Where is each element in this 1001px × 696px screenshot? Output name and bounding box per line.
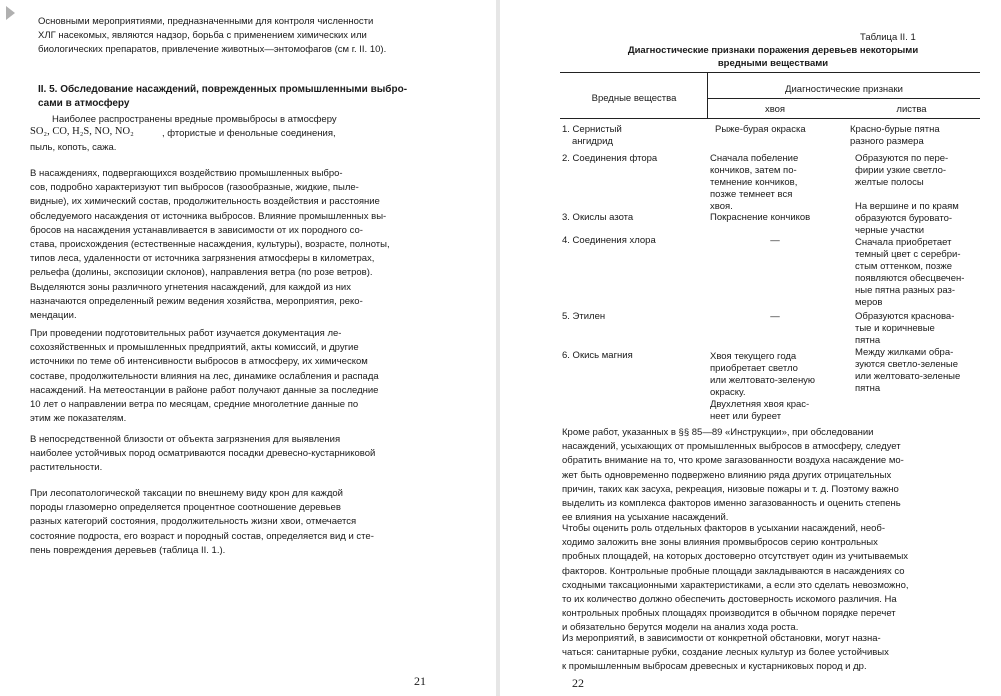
row-5-leaves: Образуются краснова- тые и коричневые пятна: [855, 311, 955, 346]
text-line: сов, подробно характеризуют тип выбросов (газообразные, жидкие, пыле-: [30, 182, 359, 194]
text-line: породы глазомерно определяется процентное соотношение деревьев: [30, 502, 341, 514]
table-header-subrule: [707, 98, 980, 99]
header-needles: хвоя: [764, 104, 786, 115]
text-line: видные), их химический состав, продолжительность воздействия и расстояние: [30, 196, 380, 208]
row-1-leaves: Красно-бурые пятна разного размера: [850, 124, 940, 147]
text-line: Из мероприятий, в зависимости от конкретной обстановки, могут назна-: [562, 633, 881, 644]
text-line: В непосредственной близости от объекта загрязнения для выявления: [30, 434, 341, 445]
page-corner-arrow-icon: [6, 6, 15, 20]
heading-line: сами в атмосферу: [38, 98, 130, 109]
text-line: става, происхождения (естественные насаждения, культуры), возрасте, полноты,: [30, 239, 390, 251]
text-line: источники по теме об интенсивности выбросов в атмосферу, их химическом: [30, 356, 368, 368]
text-line: выделить из комплекса факторов именно загазованность и оценить степень: [562, 498, 901, 510]
text-line: и обязательно берутся модели на анализ хода роста.: [562, 622, 799, 634]
paragraph-taxation: [30, 487, 448, 558]
row-1-needles: Рыже-бурая окраска: [715, 124, 806, 135]
text-line: В насаждениях, подвергающихся воздействию промышленных выбро-: [30, 168, 343, 179]
text-line: сохозяйственных и промышленных предприятий, акты комиссий, и другие: [30, 342, 359, 354]
header-diagnostic-signs: Диагностические признаки: [785, 84, 903, 95]
row-2-needles: Сначала побеление кончиков, затем по- темнение кончиков, позже темнеет вся хвоя.: [710, 153, 799, 212]
table-caption: Таблица II. 1: [860, 32, 916, 43]
paragraph-proximity: [30, 433, 448, 476]
chemical-formula: SO₂, CO, H₂S, NO, NO₂: [30, 126, 134, 137]
text-line: жет быть одновременно подвержено влиянию ряда других отрицательных: [562, 469, 892, 481]
row-3-needles: Покраснение кончиков: [710, 212, 811, 223]
row-5-substance: 5. Этилен: [562, 311, 606, 322]
title-line: вредными веществами: [717, 58, 829, 69]
text-line: 10 лет о направлении ветра по месяцам, средние многолетние данные по: [30, 399, 359, 411]
table-header-divider: [707, 72, 708, 118]
text-line: этим же показателям.: [30, 413, 127, 425]
text-line: то их количество должно обеспечить достоверность искомого различия. На: [562, 594, 897, 606]
text-line: составе, продолжительности влияния на лес, динамике ослабления и распада: [30, 370, 379, 382]
text-line: растительности.: [30, 462, 103, 474]
text-line: Чтобы оценить роль отдельных факторов в усыхании насаждений, необ-: [562, 523, 886, 534]
text-line: обратить внимание на то, что кроме загазованности воздуха насаждение мо-: [562, 455, 904, 467]
intro-paragraph: [38, 15, 446, 58]
paragraph-additional-works: [562, 426, 978, 525]
page-number-right: 22: [572, 676, 584, 690]
table-header-bottom-rule: [560, 118, 980, 119]
text-line: мендации.: [30, 310, 77, 322]
text-line: причин, таких как засуха, рекреация, низовые пожары и т. д. Поэтому важно: [562, 483, 899, 495]
text-line: назначаются определенный режим ведения хозяйства, мероприятия, реко-: [30, 295, 363, 307]
row-4-needles: —: [770, 235, 780, 246]
text-line: наиболее устойчивых пород осматриваются посадки древесно-кустарниковой: [30, 448, 376, 460]
text-line: насаждений. На метеостанции в районе работ получают данные за последние: [30, 384, 379, 396]
text-line: бросов на насаждения устанавливается в зависимости от их породного со-: [30, 224, 363, 236]
text-line: рельефа (долины, экспозиции склонов), направления ветра (по розе ветров).: [30, 267, 373, 279]
row-3-substance: 3. Окислы азота: [562, 212, 634, 223]
text-line: состояние подроста, его возраст и породный состав, определяется вид и сте-: [30, 530, 374, 542]
text-line: насаждений, усыхающих от промышленных выбросов в атмосферу, следует: [562, 441, 901, 453]
emissions-last-line: пыль, копоть, сажа.: [30, 142, 117, 153]
left-page: [0, 0, 496, 696]
paragraph-control-plots: [562, 522, 978, 636]
text-line: пробных площадей, на которых достоверно отсутствует один из учитываемых: [562, 551, 909, 563]
text-line: чаться: санитарные рубки, создание лесных культур из более устойчивых: [562, 647, 889, 659]
paragraph-impact: [30, 167, 448, 323]
text-line: типов леса, удаленности от источника загрязнения атмосферы в километрах,: [30, 253, 375, 265]
row-6-needles: Хвоя текущего года приобретает светло или желтовато-зеленую окраску. Двухлетняя хвоя крас- неет или буреет: [710, 351, 816, 422]
text-line: к промышленным выбросам древесных и кустарниковых пород и др.: [562, 661, 867, 673]
text-line: Основными мероприятиями, предназначенными для контроля численности: [38, 16, 374, 27]
row-1-substance: 1. Сернистый ангидрид: [562, 124, 622, 147]
row-2-substance: 2. Соединения фтора: [562, 153, 658, 164]
text-line: Выделяются зоны различного угнетения насаждений, для каждой из них: [30, 281, 351, 293]
text-line: контрольных пробных площадях производится в обычном порядке перечет: [562, 608, 896, 620]
text-line: обследуемого насаждения от источника выбросов. Влияние промышленных вы-: [30, 210, 387, 222]
header-leaves: листва: [896, 104, 927, 115]
row-2-leaves: Образуются по пере- фирии узкие светло- желтые полосы На вершине и по краям образуются буровато- черные участки: [855, 153, 959, 236]
text-line: ходимо заложить вне зоны влияния промвыбросов серию контрольных: [562, 537, 878, 549]
text-line: сходными таксационными характеристиками, а если это сделать невозможно,: [562, 579, 909, 591]
text-line: ХЛГ насекомых, являются надзор, борьба с применением химических или: [38, 30, 367, 42]
row-6-substance: 6. Окись магния: [562, 350, 633, 361]
text-line: факторов. Контрольные пробные площади закладываются в насаждениях со: [562, 565, 905, 577]
table-title: [580, 44, 966, 70]
emissions-line: Наиболее распространены вредные промвыбросы в атмосферу: [52, 114, 337, 125]
right-page: [500, 0, 1001, 696]
text-line: Кроме работ, указанных в §§ 85—89 «Инструкции», при обследовании: [562, 427, 874, 438]
title-line: Диагностические признаки поражения деревьев некоторыми: [627, 45, 919, 56]
heading-line: II. 5. Обследование насаждений, поврежденных промышленными выбро-: [38, 84, 408, 95]
row-4-substance: 4. Соединения хлора: [562, 235, 656, 246]
row-5-needles: —: [770, 311, 780, 322]
header-substances: Вредные вещества: [591, 93, 677, 104]
text-line: При лесопатологической таксации по внешнему виду крон для каждой: [30, 488, 343, 499]
text-line: ее влияния на усыхание насаждений.: [562, 512, 729, 524]
row-4-leaves: Сначала приобретает темный цвет с серебри- стым оттенком, позже появляются обесцвечен- ные пятна разных раз- меров: [855, 237, 965, 308]
text-line: разных категорий состояния, продолжительность жизни хвои, отмечается: [30, 516, 357, 528]
row-6-leaves: Между жилками обра- зуются светло-зеленые или желтовато-зеленые пятна: [855, 347, 961, 394]
paragraph-measures: [562, 632, 978, 675]
text-line: пень повреждения деревьев (таблица II. 1.).: [30, 544, 226, 556]
paragraph-preparation: [30, 327, 448, 426]
emissions-continuation: , фтористые и фенольные соединения,: [162, 128, 336, 139]
text-line: При проведении подготовительных работ изучается документация ле-: [30, 328, 342, 339]
text-line: биологических препаратов, привлечение животных—энтомофагов (см г. II. 10).: [38, 44, 387, 56]
page-number-left: 21: [414, 674, 426, 688]
section-heading: [38, 83, 448, 111]
table-top-rule: [560, 72, 980, 73]
